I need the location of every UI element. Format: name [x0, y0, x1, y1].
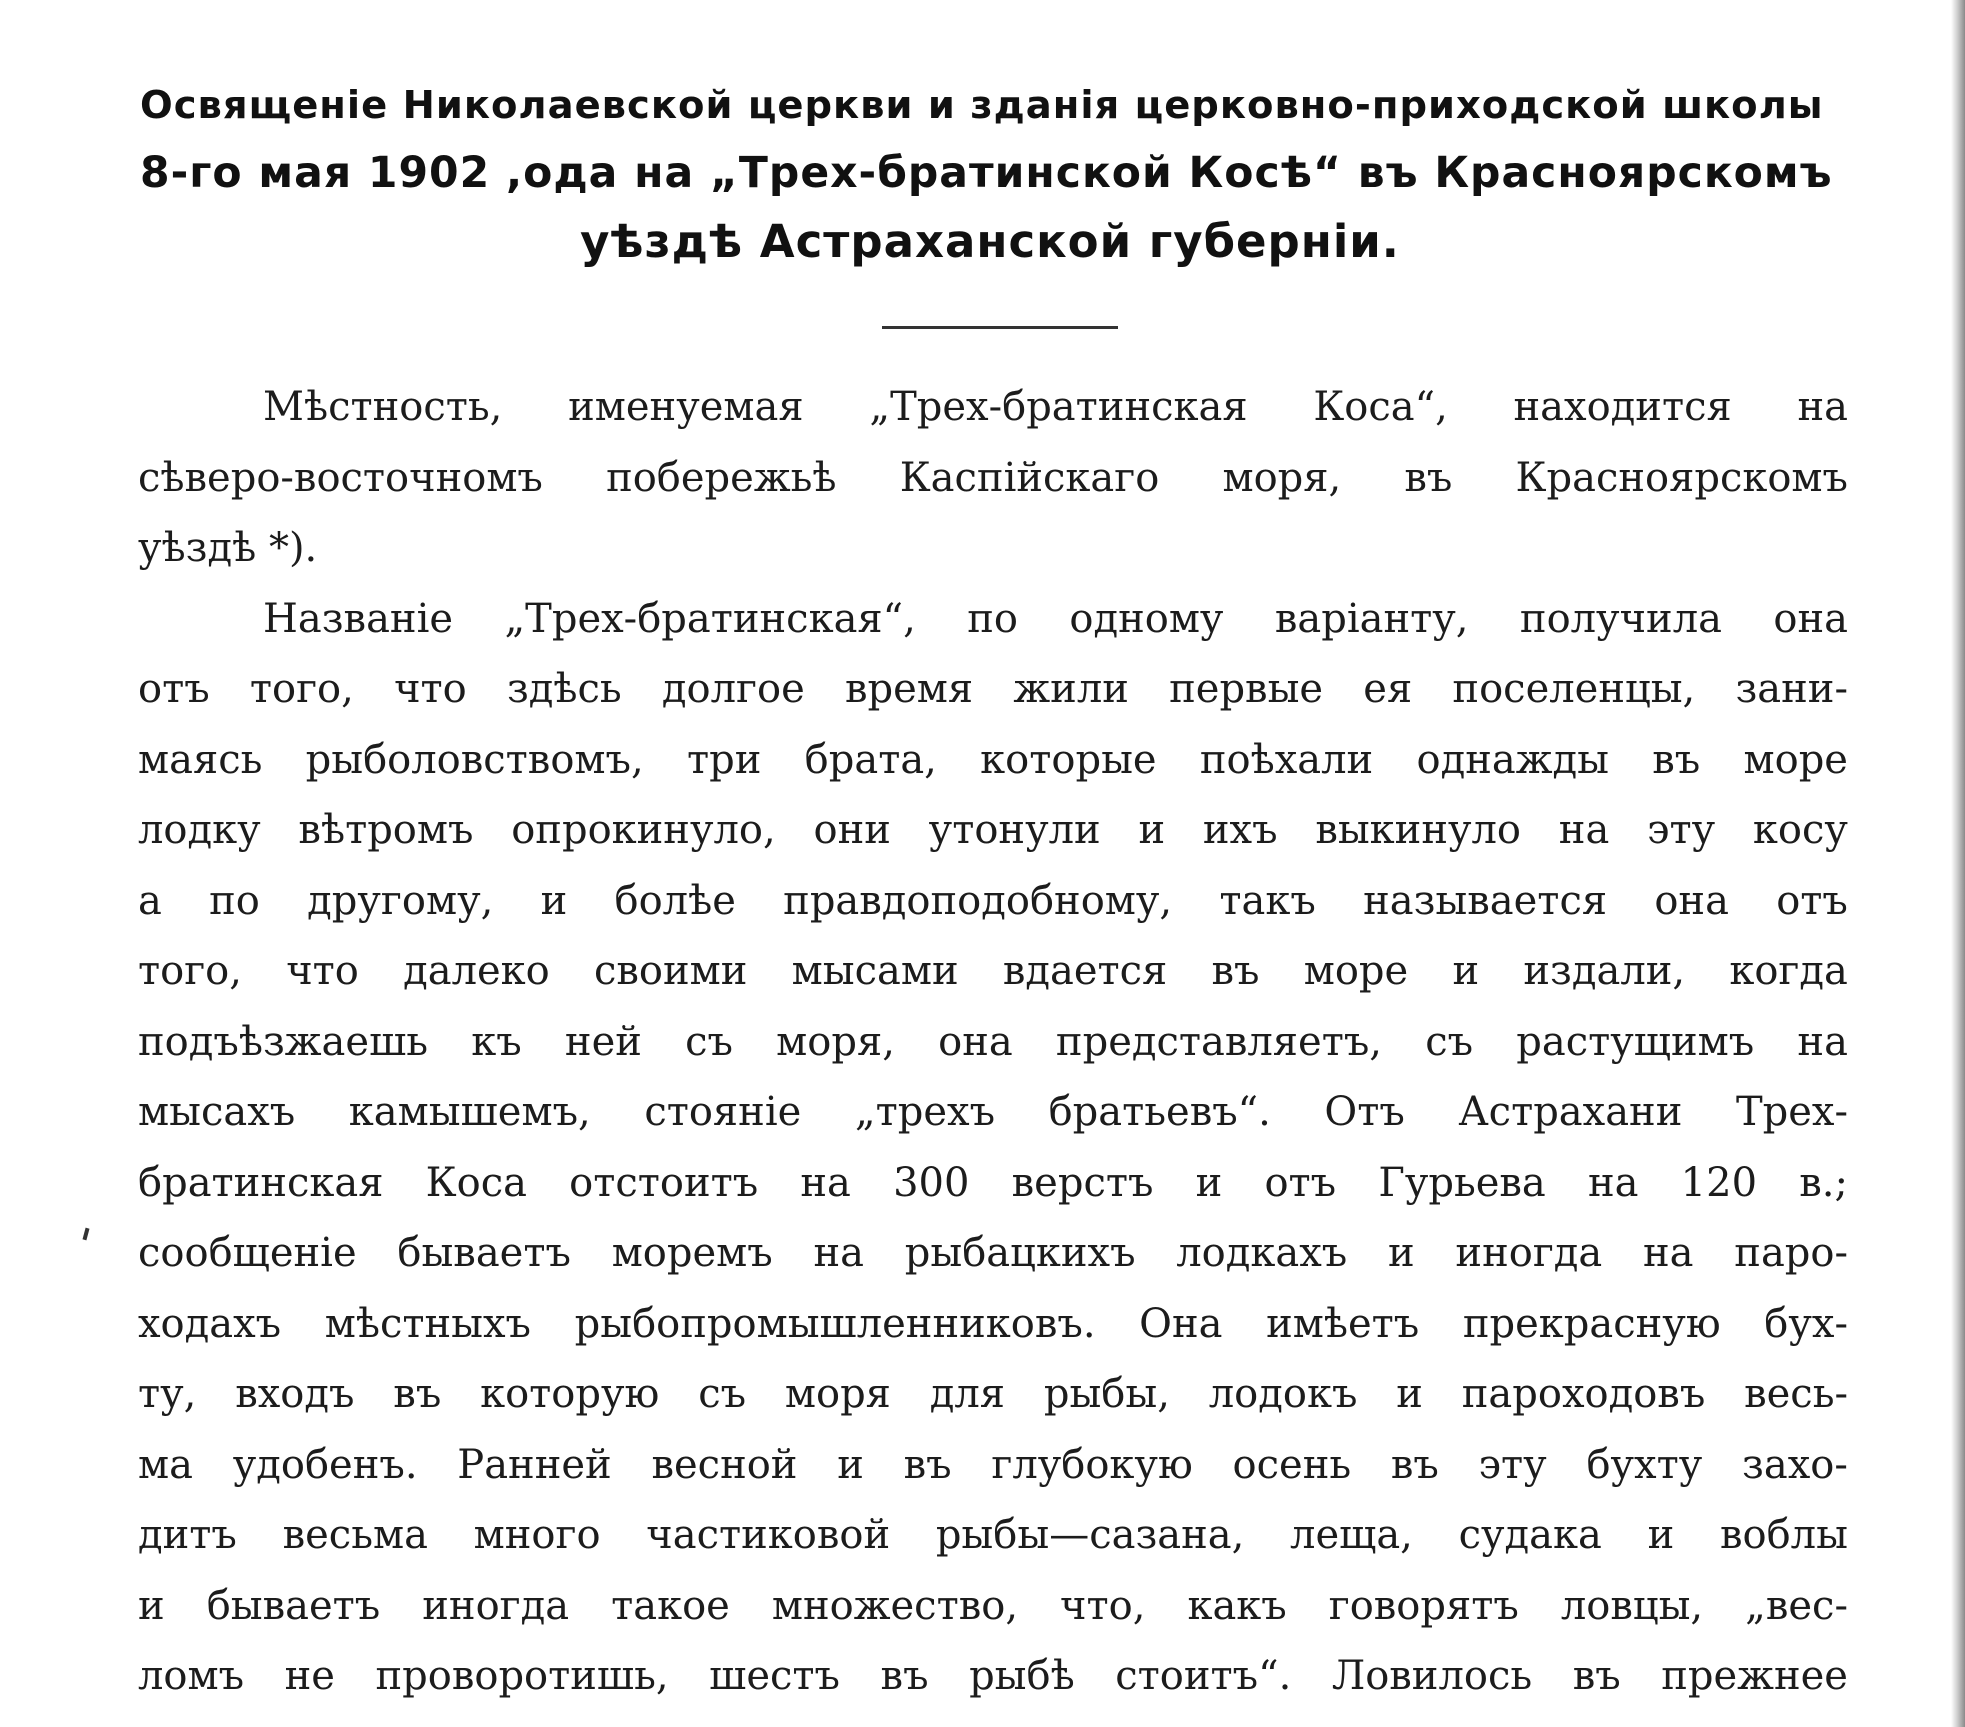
body-word: которую: [480, 1371, 660, 1417]
body-line: [138, 1077, 1848, 1148]
body-line: [138, 1571, 1848, 1642]
body-word: моремъ: [611, 1230, 773, 1276]
body-word: правдоподобному,: [783, 877, 1173, 924]
body-line: [138, 1500, 1848, 1571]
body-word: Коса: [425, 1159, 527, 1206]
body-word: глубокую: [991, 1441, 1193, 1488]
body-word: какъ: [1187, 1582, 1287, 1629]
body-word: ломъ: [138, 1653, 245, 1699]
body-word: своими: [593, 948, 748, 994]
body-word: лодкахъ: [1176, 1230, 1348, 1276]
body-word: мысахъ: [138, 1089, 296, 1135]
body-word: верстъ: [1011, 1159, 1154, 1206]
body-word: мысами: [791, 948, 959, 994]
body-word: болѣе: [614, 877, 736, 924]
body-word: рыбопромышленниковъ.: [574, 1300, 1096, 1347]
body-word: Она: [1139, 1300, 1223, 1347]
body-word: вдается: [1002, 948, 1168, 994]
body-word: она: [1773, 595, 1848, 642]
body-word: того,: [249, 666, 354, 712]
body-word: и: [138, 1582, 165, 1629]
title-line-1: Освященіе Николаевской церкви и зданія церковно-приходской школы: [140, 83, 1824, 128]
body-word: эту: [1647, 807, 1716, 853]
body-word: такъ: [1219, 877, 1316, 924]
body-word: ея: [1363, 666, 1413, 712]
body-word: рыбѣ: [969, 1653, 1075, 1699]
body-word: на: [1587, 1159, 1639, 1206]
body-word: первые: [1169, 666, 1324, 712]
body-line: [138, 443, 1848, 514]
body-word: Астрахани: [1458, 1089, 1683, 1135]
body-word: однажды: [1416, 736, 1609, 783]
title-divider: [882, 326, 1118, 329]
body-word: на: [1797, 384, 1848, 430]
body-word: воблы: [1719, 1512, 1848, 1558]
body-word: прежнее: [1661, 1653, 1848, 1699]
margin-ink-mark: [83, 1228, 90, 1241]
body-word: поѣхали: [1199, 736, 1374, 783]
body-word: рыболовствомъ,: [305, 736, 644, 783]
body-word: ней: [564, 1018, 642, 1065]
body-word: на: [800, 1159, 851, 1206]
body-word: рыбы—сазана,: [935, 1512, 1245, 1558]
body-word: къ: [471, 1018, 522, 1065]
body-word: и: [1388, 1230, 1415, 1276]
body-word: ихъ: [1202, 807, 1278, 853]
body-word: что,: [1060, 1582, 1146, 1629]
body-word: съ: [1425, 1018, 1474, 1065]
body-word: весной: [651, 1441, 798, 1488]
body-word: въ: [880, 1653, 929, 1699]
body-word: паро-: [1734, 1230, 1848, 1276]
body-word: побережьѣ: [606, 454, 837, 501]
body-word: дитъ: [138, 1512, 237, 1558]
body-word: находится: [1513, 384, 1732, 430]
body-word: на: [813, 1230, 864, 1276]
body-word: частиковой: [646, 1512, 891, 1558]
body-word: иногда: [422, 1582, 570, 1629]
body-line: [138, 1641, 1848, 1712]
body-word: имѣетъ: [1266, 1300, 1420, 1347]
body-word: отстоитъ: [569, 1159, 759, 1206]
body-word: говорятъ: [1328, 1582, 1519, 1629]
body-word: иногда: [1455, 1230, 1603, 1276]
body-word: эту: [1478, 1441, 1547, 1488]
body-line: [138, 725, 1848, 796]
body-word: въ: [903, 1441, 952, 1488]
body-word: удобенъ.: [232, 1441, 418, 1488]
body-word: называется: [1363, 877, 1608, 924]
body-word: они: [813, 807, 891, 853]
body-word: бываетъ: [397, 1230, 571, 1276]
body-word: входъ: [235, 1371, 355, 1417]
body-line: [138, 1218, 1848, 1289]
body-word: на: [1558, 807, 1610, 853]
body-word: бываетъ: [206, 1582, 381, 1629]
article-title: [140, 72, 1840, 276]
body-word: „Трех-братинская“,: [504, 595, 916, 642]
body-word: Ловилось: [1331, 1653, 1533, 1699]
body-word: и: [1396, 1371, 1423, 1417]
body-word: она: [938, 1018, 1013, 1065]
body-word: и: [1195, 1159, 1223, 1206]
body-word: выкинуло: [1315, 807, 1522, 853]
body-word: по: [967, 595, 1018, 642]
body-word: бухту: [1586, 1441, 1703, 1488]
body-word: камышемъ,: [348, 1089, 591, 1135]
body-line: [138, 936, 1848, 1007]
body-word: ходахъ: [138, 1300, 282, 1347]
body-word: стояніе: [644, 1089, 802, 1135]
body-word: Каспійскаго: [899, 454, 1160, 501]
body-word: судака: [1458, 1512, 1602, 1558]
body-word: Гурьева: [1378, 1159, 1546, 1206]
body-word: шестъ: [709, 1653, 840, 1699]
body-word: множество,: [771, 1582, 1019, 1629]
body-word: маясь: [138, 736, 263, 783]
body-word: въ: [1211, 948, 1260, 994]
body-word: того,: [138, 948, 242, 994]
body-word: отъ: [1776, 877, 1848, 924]
body-word: въ: [393, 1371, 442, 1417]
body-line: [138, 654, 1848, 725]
body-word: издали,: [1523, 948, 1686, 994]
body-word: лодокъ: [1208, 1371, 1358, 1417]
body-word: варіанту,: [1274, 595, 1469, 642]
body-line: [138, 1430, 1848, 1501]
body-line: [138, 1289, 1848, 1360]
body-word: стоитъ“.: [1115, 1653, 1292, 1699]
body-line: [138, 584, 1848, 655]
body-word: прекрасную: [1462, 1300, 1721, 1347]
body-word: на: [1797, 1018, 1848, 1065]
body-word: „вес-: [1745, 1582, 1848, 1629]
body-line: [138, 1359, 1848, 1430]
body-word: которые: [980, 736, 1157, 783]
body-word: сообщеніе: [138, 1230, 357, 1276]
body-word: рыбацкихъ: [904, 1230, 1136, 1276]
body-line: [138, 372, 1848, 443]
body-word: захо-: [1742, 1441, 1848, 1488]
body-word: три: [686, 736, 762, 783]
body-word: пароходовъ: [1461, 1371, 1706, 1417]
body-word: не: [284, 1653, 335, 1699]
body-word: моря,: [776, 1018, 895, 1065]
body-word: братинская: [138, 1159, 384, 1206]
body-word: осень: [1232, 1441, 1352, 1488]
body-word: что: [394, 666, 467, 712]
body-word: и: [1138, 807, 1166, 853]
body-word: на: [1643, 1230, 1694, 1276]
body-word: лодку: [138, 807, 261, 853]
body-word: Коса“,: [1313, 384, 1448, 430]
body-word: представляетъ,: [1055, 1018, 1382, 1065]
body-word: Ранней: [457, 1441, 612, 1488]
body-line: [138, 866, 1848, 937]
body-line: [138, 795, 1848, 866]
body-word: а: [138, 877, 162, 924]
body-word: въ: [1404, 454, 1453, 501]
body-word: мѣстныхъ: [324, 1300, 532, 1347]
body-word: сѣверо-восточномъ: [138, 454, 543, 501]
body-word: въ: [1572, 1653, 1621, 1699]
body-word: в.;: [1799, 1159, 1848, 1206]
page-edge-shadow: [1951, 0, 1965, 1727]
body-word: опрокинуло,: [511, 807, 776, 853]
body-word: и: [540, 877, 568, 924]
body-word: другому,: [307, 877, 494, 924]
body-word: она: [1654, 877, 1729, 924]
body-word: утонули: [928, 807, 1101, 853]
body-word: „трехъ: [854, 1089, 996, 1135]
body-word: отъ: [138, 666, 210, 712]
body-word: съ: [698, 1371, 747, 1417]
body-word: братьевъ“.: [1048, 1089, 1271, 1135]
body-word: леща,: [1290, 1512, 1413, 1558]
body-word: въ: [1652, 736, 1701, 783]
body-word: „Трех-братинская: [869, 384, 1248, 430]
body-word: ту,: [138, 1371, 197, 1417]
title-line-2: 8-го мая 1902 ,ода на „Трех-братинской Косѣ“ въ Красноярскомъ: [140, 149, 1833, 198]
body-word: далеко: [403, 948, 550, 994]
body-line: [138, 1148, 1848, 1219]
body-word: и: [1452, 948, 1480, 994]
body-word: вѣтромъ: [298, 807, 474, 853]
body-word: моря: [784, 1371, 891, 1417]
body-word: Названіе: [263, 595, 454, 642]
body-word: проворотишь,: [375, 1653, 669, 1699]
body-word: ловцы,: [1560, 1582, 1704, 1629]
body-word: море: [1743, 736, 1848, 783]
body-word: ма: [138, 1441, 193, 1488]
body-word: поселенцы,: [1452, 666, 1696, 712]
body-word: бух-: [1764, 1300, 1848, 1347]
body-line: [138, 1007, 1848, 1078]
body-word: долгое: [661, 666, 805, 712]
body-word: 120: [1680, 1159, 1758, 1206]
body-line: уѣздѣ *).: [138, 525, 318, 571]
body-word: брата,: [804, 736, 937, 783]
body-word: моря,: [1222, 454, 1342, 501]
body-word: для: [929, 1371, 1006, 1417]
body-word: зани-: [1735, 666, 1848, 712]
body-word: время: [844, 666, 974, 712]
body-word: одному: [1069, 595, 1224, 642]
body-word: весь-: [1744, 1371, 1848, 1417]
body-word: и: [837, 1441, 864, 1488]
body-word: по: [209, 877, 260, 924]
body-word: много: [473, 1512, 601, 1558]
body-word: съ: [685, 1018, 733, 1065]
body-word: растущимъ: [1516, 1018, 1755, 1065]
body-word: и: [1647, 1512, 1675, 1558]
body-word: Мѣстность,: [263, 384, 503, 430]
body-word: море: [1303, 948, 1409, 994]
body-word: весьма: [282, 1512, 428, 1558]
title-line-3: уѣздѣ Астраханской губерніи.: [580, 215, 1400, 268]
body-word: отъ: [1264, 1159, 1337, 1206]
body-word: рыбы,: [1043, 1371, 1170, 1417]
body-word: Красноярскомъ: [1515, 454, 1848, 501]
body-word: жили: [1013, 666, 1129, 712]
body-word: когда: [1729, 948, 1848, 994]
body-word: такое: [611, 1582, 730, 1629]
body-word: получила: [1519, 595, 1722, 642]
body-word: 300: [893, 1159, 970, 1206]
body-word: Отъ: [1324, 1089, 1405, 1135]
body-word: въ: [1390, 1441, 1439, 1488]
body-word: подъѣзжаешь: [138, 1018, 429, 1065]
body-word: Трех-: [1735, 1089, 1848, 1135]
body-word: именуемая: [568, 384, 804, 430]
body-word: здѣсь: [506, 666, 622, 712]
body-word: что: [286, 948, 359, 994]
body-word: косу: [1752, 807, 1848, 853]
article-body: [138, 372, 1848, 1712]
